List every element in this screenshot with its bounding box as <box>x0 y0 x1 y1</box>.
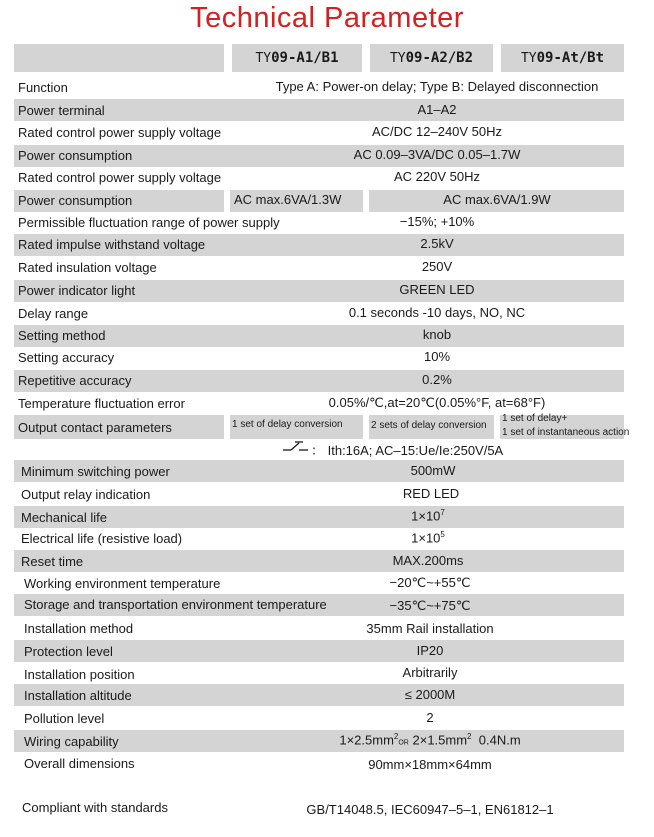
value-indicator-light: GREEN LED <box>399 282 475 297</box>
label-installation-method: Installation method <box>24 621 134 636</box>
value-temp-fluctuation: 0.05%/℃,at=20℃(0.05%°F, at=68°F) <box>328 395 546 410</box>
value-protection-level: IP20 <box>416 643 444 658</box>
value-electrical-life: $1\times 10^5$ <box>411 530 445 546</box>
value-setting-method: knob <box>422 327 452 342</box>
label-function: Function <box>18 80 68 95</box>
cell-divider <box>494 415 500 439</box>
model-prefix: TY <box>255 50 272 66</box>
model-prefix: TY <box>389 50 406 66</box>
value-power-consumption: AC 0.09–3VA/DC 0.05–1.7W <box>353 147 521 162</box>
value-power-consumption-a2-at: AC max.6VA/1.9W <box>443 192 551 207</box>
value-reset-time: MAX.200ms <box>392 553 464 568</box>
value-relay-indication: RED LED <box>402 486 460 501</box>
label-overall-dimensions: Overall dimensions <box>24 756 135 771</box>
value-output-contact-a1b1: 1 set of delay conversion <box>232 419 343 430</box>
label-rated-supply-voltage-2: Rated control power supply voltage <box>18 170 222 185</box>
label-wiring-capability: Wiring capability <box>24 734 119 749</box>
value-output-contact-atbt-1: 1 set of delay+ <box>502 413 568 424</box>
label-impulse-voltage: Rated impulse withstand voltage <box>18 237 206 252</box>
model-header-a1b1 <box>232 44 362 72</box>
label-relay-indication: Output relay indication <box>21 487 151 502</box>
cell-divider <box>363 415 369 439</box>
label-protection-level: Protection level <box>24 644 113 659</box>
row-band <box>14 550 624 572</box>
label-min-switching: Minimum switching power <box>21 464 170 479</box>
value-rated-supply-voltage-2: AC 220V 50Hz <box>394 169 480 184</box>
label-insulation-voltage: Rated insulation voltage <box>18 260 157 275</box>
label-electrical-life: Electrical life (resistive load) <box>21 531 183 546</box>
value-repetitive-accuracy: 0.2% <box>422 372 452 387</box>
label-power-consumption-2: Power consumption <box>18 193 133 208</box>
value-power-consumption-a1b1: AC max.6VA/1.3W <box>234 192 342 207</box>
contact-symbol-icon <box>283 440 309 454</box>
value-insulation-voltage: 250V <box>421 259 453 274</box>
label-storage-temp: Storage and transportation environment temperature <box>24 597 327 612</box>
cell-divider <box>224 415 230 439</box>
value-storage-temp: −35℃~+75℃ <box>389 598 471 613</box>
label-indicator-light: Power indicator light <box>18 283 136 298</box>
label-delay-range: Delay range <box>18 306 89 321</box>
value-output-contact-a2b2: 2 sets of delay conversion <box>371 420 487 431</box>
value-installation-position: Arbitrarily <box>402 665 458 680</box>
cell-divider <box>363 190 369 212</box>
label-reset-time: Reset time <box>21 554 84 569</box>
value-wiring-capability: $1\times 2.5mm^2OR$ $2\times 1.5mm^2$ 0.4N.m <box>339 732 521 748</box>
header-blank-cell <box>14 44 224 72</box>
model-code: 09-A1/B1 <box>271 50 339 66</box>
label-pollution-level: Pollution level <box>24 711 105 726</box>
model-prefix: TY <box>520 50 537 66</box>
label-setting-accuracy: Setting accuracy <box>18 350 115 365</box>
value-fluctuation-range: −15%; +10% <box>399 214 475 229</box>
label-installation-position: Installation position <box>24 667 135 682</box>
label-power-terminal: Power terminal <box>18 103 105 118</box>
row-band <box>14 99 624 121</box>
label-fluctuation-range: Permissible fluctuation range of power supply <box>18 215 280 230</box>
value-delay-range: 0.1 seconds -10 days, NO, NC <box>348 305 526 320</box>
value-standards: GB/T14048.5, IEC60947–5–1, EN61812–1 <box>306 802 554 817</box>
label-rated-supply-voltage: Rated control power supply voltage <box>18 125 222 140</box>
value-power-terminal: A1–A2 <box>417 102 457 117</box>
label-mechanical-life: Mechanical life <box>21 510 107 525</box>
label-setting-method: Setting method <box>18 328 106 343</box>
value-min-switching: 500mW <box>410 463 456 478</box>
label-standards: Compliant with standards <box>22 800 168 815</box>
value-impulse-voltage: 2.5kV <box>420 236 454 251</box>
label-power-consumption: Power consumption <box>18 148 133 163</box>
value-mechanical-life: $1\times 10^7$ <box>411 508 445 524</box>
value-function: Type A: Power-on delay; Type B: Delayed disconnection <box>275 79 599 94</box>
value-installation-method: 35mm Rail installation <box>366 621 494 636</box>
value-rated-supply-voltage: AC/DC 12–240V 50Hz <box>371 124 503 139</box>
label-working-temp: Working environment temperature <box>24 576 221 591</box>
value-installation-altitude: ≤ 2000M <box>404 687 456 702</box>
value-contact-rating: ： Ith:16A; AC–15:Ue/Ie:250V/5A <box>311 443 504 458</box>
model-code: 09-At/Bt <box>536 50 605 66</box>
row-band <box>14 325 624 347</box>
value-pollution-level: 2 <box>426 710 434 725</box>
model-header-a2b2 <box>370 44 493 72</box>
model-code: 09-A2/B2 <box>405 50 474 66</box>
value-working-temp: −20℃~+55℃ <box>389 575 471 590</box>
value-setting-accuracy: 10% <box>423 349 451 364</box>
model-header-atbt <box>501 44 624 72</box>
label-output-contact: Output contact parameters <box>18 420 172 435</box>
page-title: Technical Parameter <box>190 2 464 34</box>
label-temp-fluctuation: Temperature fluctuation error <box>18 396 185 411</box>
cell-divider <box>224 190 230 212</box>
label-installation-altitude: Installation altitude <box>24 688 132 703</box>
label-repetitive-accuracy: Repetitive accuracy <box>18 373 132 388</box>
value-overall-dimensions: 90mm×18mm×64mm <box>368 757 492 772</box>
value-output-contact-atbt-2: 1 set of instantaneous action <box>502 427 630 438</box>
